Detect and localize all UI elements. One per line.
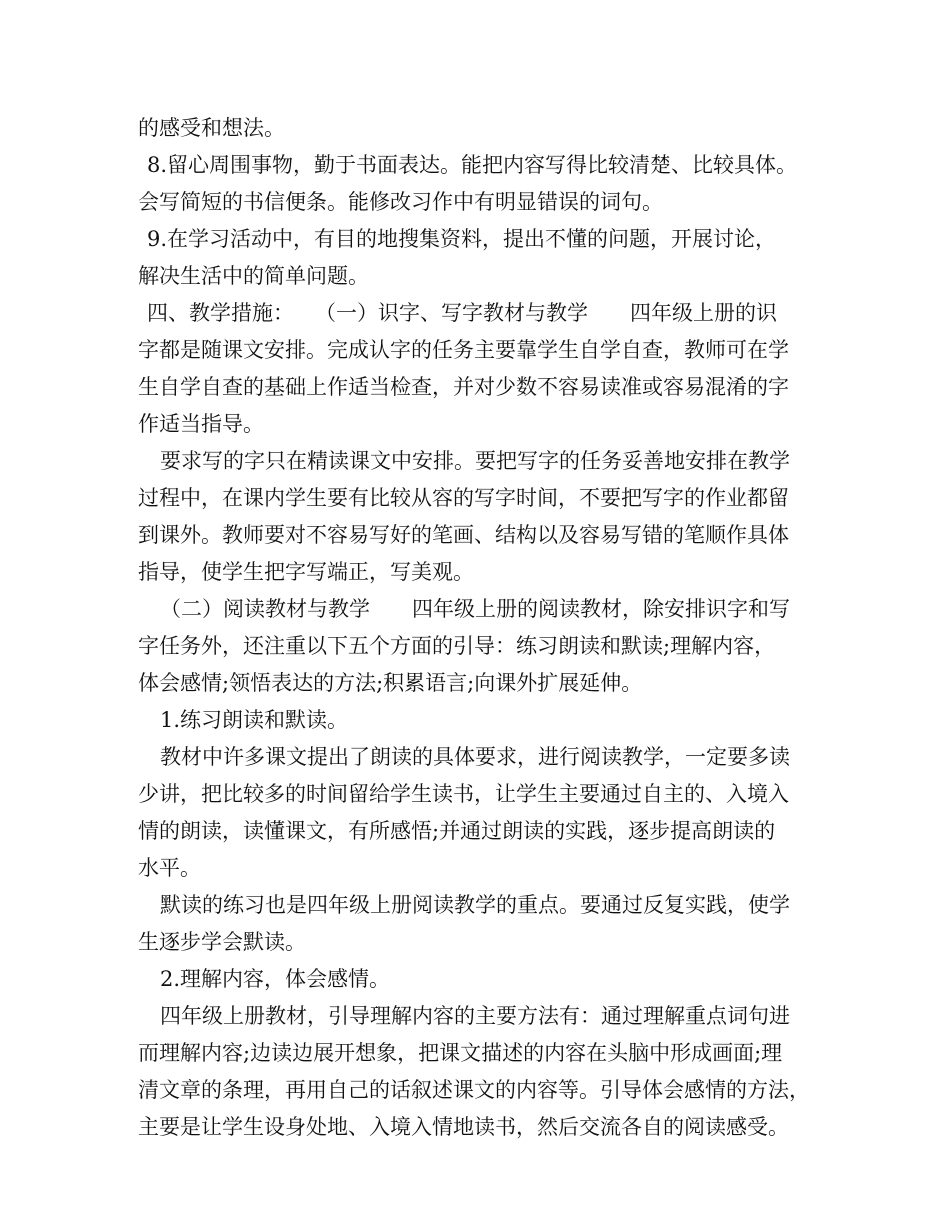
text-line: 要求写的字只在精读课文中安排。要把写字的任务妥善地安排在教学 xyxy=(160,449,790,473)
text-line: 生自学自查的基础上作适当检查，并对少数不容易读准或容易混淆的字 xyxy=(138,375,789,399)
text-line: 1.练习朗读和默读。 xyxy=(160,708,349,732)
text-line: 四年级上册教材，引导理解内容的主要方法有：通过理解重点词句进 xyxy=(160,1004,790,1028)
text-line: 而理解内容;边读边展开想象，把课文描述的内容在头脑中形成画面;理 xyxy=(138,1041,783,1065)
text-line: 会写简短的书信便条。能修改习作中有明显错误的词句。 xyxy=(138,190,663,214)
text-line: 8.留心周围事物，勤于书面表达。能把内容写得比较清楚、比较具体。 xyxy=(147,153,798,177)
text-line: 解决生活中的简单问题。 xyxy=(138,264,369,288)
text-line: 教材中许多课文提出了朗读的具体要求，进行阅读教学，一定要多读 xyxy=(160,745,790,769)
text-line: 体会感情;领悟表达的方法;积累语言;向课外扩展延伸。 xyxy=(138,671,643,695)
text-line: 的感受和想法。 xyxy=(138,116,285,140)
text-line: 生逐步学会默读。 xyxy=(138,930,306,954)
text-line: 到课外。教师要对不容易写好的笔画、结构以及容易写错的笔顺作具体 xyxy=(138,523,789,547)
text-line: 指导，使学生把字写端正，写美观。 xyxy=(138,560,474,584)
text-line: 清文章的条理，再用自己的话叙述课文的内容等。引导体会感情的方法， xyxy=(138,1078,810,1102)
text-line: 过程中，在课内学生要有比较从容的写字时间，不要把写字的作业都留 xyxy=(138,486,789,510)
text-line: 默读的练习也是四年级上册阅读教学的重点。要通过反复实践，使学 xyxy=(160,893,790,917)
text-line: 2.理解内容，体会感情。 xyxy=(160,967,391,991)
text-line: 字都是随课文安排。完成认字的任务主要靠学生自学自查，教师可在学 xyxy=(138,338,789,362)
text-line: 字任务外，还注重以下五个方面的引导：练习朗读和默读;理解内容， xyxy=(138,634,776,658)
text-line: （二）阅读教材与教学 四年级上册的阅读教材，除安排识字和写 xyxy=(160,597,790,621)
text-line: 水平。 xyxy=(138,856,201,880)
text-line: 主要是让学生设身处地、入境入情地读书，然后交流各自的阅读感受。 xyxy=(138,1115,789,1139)
text-line: 作适当指导。 xyxy=(138,412,264,436)
text-line: 四、教学措施： （一）识字、写字教材与教学 四年级上册的识 xyxy=(147,301,777,325)
text-line: 情的朗读，读懂课文，有所感悟;并通过朗读的实践，逐步提高朗读的 xyxy=(138,819,776,843)
text-line: 少讲，把比较多的时间留给学生读书，让学生主要通过自主的、入境入 xyxy=(138,782,789,806)
text-line: 9.在学习活动中，有目的地搜集资料，提出不懂的问题，开展讨论， xyxy=(147,227,777,251)
